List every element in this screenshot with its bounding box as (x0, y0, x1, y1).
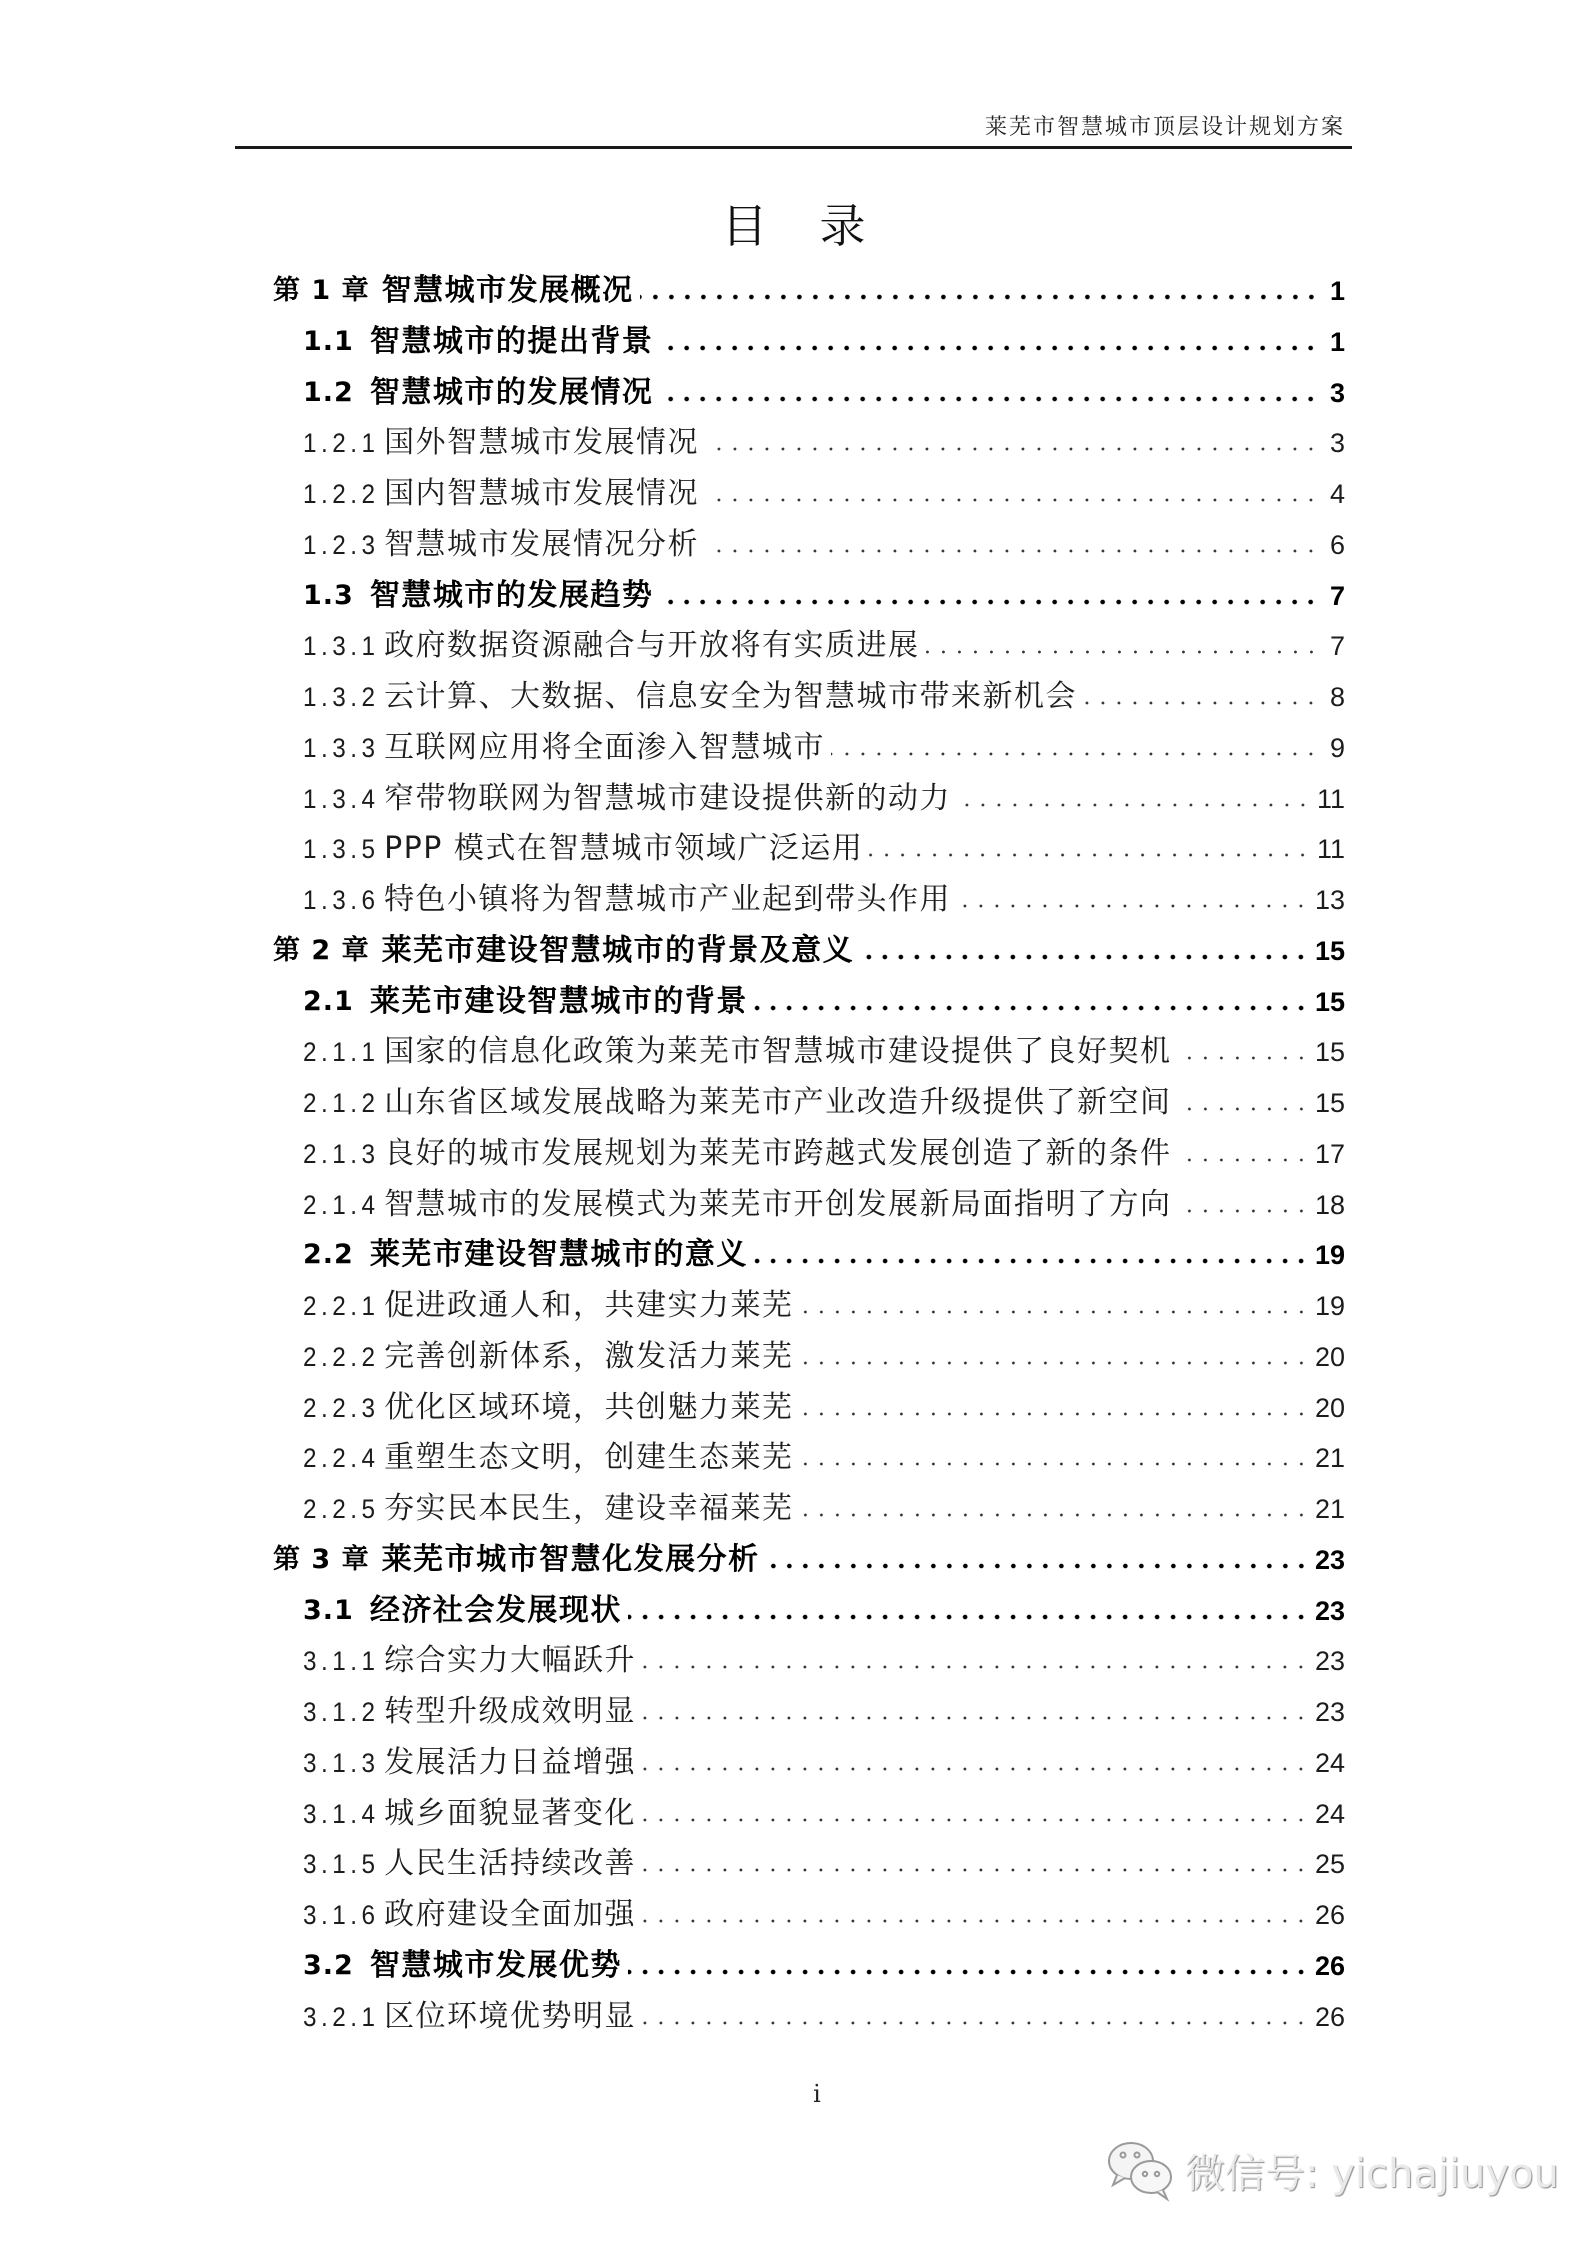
toc-entry-number: 1.3.6 (303, 885, 380, 915)
toc-entry-label: 莱芜市城市智慧化发展分析 (381, 1542, 760, 1577)
toc-entry-label: 国外智慧城市发展情况 (384, 425, 700, 460)
dot-leader (1178, 1055, 1309, 1061)
toc-entry-level-3[interactable] (303, 1783, 1345, 1833)
toc-entry-label: 国家的信息化政策为莱芜市智慧城市建设提供了良好契机 (384, 1034, 1172, 1069)
toc-entry-number: 2.2 (303, 1239, 354, 1270)
dot-leader (642, 1817, 1309, 1823)
dot-leader (659, 345, 1319, 351)
toc-entry-page: 11 (1316, 784, 1345, 814)
dot-leader (754, 1005, 1309, 1011)
toc-entry-label: 夯实民本民生，建设幸福莱芜 (384, 1491, 794, 1526)
toc-entry-level-3[interactable] (303, 1681, 1345, 1731)
toc-entry-number: 1.1 (303, 326, 354, 357)
toc-entry-number: 3.2.1 (303, 2002, 380, 2032)
toc-entry-page: 1 (1329, 327, 1345, 357)
toc-entry-page: 24 (1314, 1799, 1345, 1829)
toc-entry-page: 8 (1329, 682, 1345, 712)
toc-entry-label: 智慧城市的发展趋势 (369, 578, 654, 613)
toc-entry-number: 1.3.2 (303, 682, 380, 712)
toc-entry-page: 20 (1314, 1342, 1345, 1372)
toc-entry-number: 2.2.3 (303, 1393, 380, 1423)
toc-entry-page: 4 (1329, 479, 1345, 509)
toc-entry-number: 2.2.2 (303, 1342, 380, 1372)
toc-entry-level-3[interactable] (303, 1275, 1345, 1325)
toc-entry-label: 综合实力大幅跃升 (384, 1643, 637, 1678)
page-number: i (813, 2080, 821, 2108)
toc-entry-level-1[interactable] (273, 920, 1345, 970)
toc-entry-number: 第 1 章 (273, 275, 370, 306)
toc-entry-label: 促进政通人和，共建实力莱芜 (384, 1288, 794, 1323)
toc-entry-page: 19 (1314, 1240, 1345, 1270)
toc-entry-level-2[interactable] (303, 362, 1345, 412)
toc-entry-level-3[interactable] (303, 869, 1345, 919)
toc-entry-level-3[interactable] (303, 1377, 1345, 1427)
dot-leader (705, 446, 1319, 452)
toc-entry-label: 智慧城市发展概况 (381, 273, 634, 308)
toc-entry-label: 优化区域环境，共创魅力莱芜 (384, 1390, 794, 1425)
toc-entry-page: 26 (1314, 2002, 1345, 2032)
toc-entry-page: 7 (1329, 631, 1345, 661)
toc-entry-number: 2.1.2 (303, 1088, 380, 1118)
toc-entry-number: 1.2.2 (303, 479, 380, 509)
dot-leader (957, 903, 1309, 909)
toc-entry-page: 26 (1314, 1951, 1345, 1981)
toc-entry-number: 2.2.5 (303, 1494, 380, 1524)
toc-entry-label: 云计算、大数据、信息安全为智慧城市带来新机会 (384, 679, 1078, 714)
toc-entry-page: 7 (1329, 581, 1345, 611)
toc-entry-level-2[interactable] (303, 1935, 1345, 1985)
toc-entry-number: 1.3.1 (303, 631, 380, 661)
toc-entry-number: 1.2.1 (303, 428, 380, 458)
toc-entry-number: 3.1.3 (303, 1748, 380, 1778)
toc-entry-level-3[interactable] (303, 818, 1345, 868)
toc-entry-label: 智慧城市发展优势 (369, 1948, 622, 1983)
toc-entry-number: 2.2.4 (303, 1443, 380, 1473)
toc-entry-level-2[interactable] (303, 311, 1345, 361)
toc-entry-page: 18 (1314, 1190, 1345, 1220)
toc-entry-label: 国内智慧城市发展情况 (384, 476, 700, 511)
toc-entry-number: 3.1.1 (303, 1646, 380, 1676)
toc-entry-level-3[interactable] (303, 412, 1345, 462)
dot-leader (659, 396, 1319, 402)
toc-entry-page: 21 (1314, 1443, 1345, 1473)
dot-leader (800, 1411, 1309, 1417)
dot-leader (766, 1563, 1309, 1569)
dot-leader (705, 497, 1319, 503)
toc-entry-number: 3.1.2 (303, 1697, 380, 1727)
toc-entry-label: 发展活力日益增强 (384, 1745, 637, 1780)
toc-entry-page: 23 (1314, 1545, 1345, 1575)
toc-entry-level-3[interactable] (303, 1326, 1345, 1376)
toc-entry-number: 1.3 (303, 580, 354, 611)
dot-leader (628, 1969, 1309, 1975)
toc-entry-number: 2.1.1 (303, 1037, 380, 1067)
toc-entry-label: PPP 模式在智慧城市领域广泛运用 (384, 831, 864, 866)
toc-entry-page: 9 (1329, 733, 1345, 763)
toc-entry-level-2[interactable] (303, 1224, 1345, 1274)
toc-entry-label: 智慧城市的提出背景 (369, 324, 654, 359)
toc-entry-page: 13 (1314, 885, 1345, 915)
toc-entry-label: 人民生活持续改善 (384, 1846, 637, 1881)
dot-leader (628, 1614, 1309, 1620)
toc-entry-label: 互联网应用将全面渗入智慧城市 (384, 730, 826, 765)
toc-entry-page: 17 (1314, 1139, 1345, 1169)
toc-entry-number: 1.3.3 (303, 733, 380, 763)
dot-leader (926, 649, 1319, 655)
toc-entry-level-3[interactable] (303, 1174, 1345, 1224)
dot-leader (800, 1309, 1309, 1315)
toc-entry-label: 转型升级成效明显 (384, 1694, 637, 1729)
toc-entry-label: 智慧城市的发展情况 (369, 375, 654, 410)
toc-entry-page: 25 (1314, 1849, 1345, 1879)
toc-entry-page: 21 (1314, 1494, 1345, 1524)
toc-entry-page: 24 (1314, 1748, 1345, 1778)
dot-leader (1178, 1106, 1309, 1112)
toc-entry-level-3[interactable] (303, 1833, 1345, 1883)
toc-entry-number: 1.3.4 (303, 784, 380, 814)
toc-entry-number: 3.1 (303, 1595, 354, 1626)
toc-entry-label: 政府数据资源融合与开放将有实质进展 (384, 628, 920, 663)
toc-entry-number: 3.1.4 (303, 1799, 380, 1829)
toc-entry-page: 11 (1316, 834, 1345, 864)
toc-entry-label: 莱芜市建设智慧城市的意义 (369, 1237, 748, 1272)
toc-entry-level-3[interactable] (303, 1478, 1345, 1528)
dot-leader (642, 1715, 1309, 1721)
dot-leader (642, 1867, 1309, 1873)
toc-entry-level-2[interactable] (303, 971, 1345, 1021)
toc-entry-page: 15 (1314, 987, 1345, 1017)
dot-leader (754, 1258, 1309, 1264)
toc-entry-level-3[interactable] (303, 717, 1345, 767)
toc-entry-label: 山东省区域发展战略为莱芜市产业改造升级提供了新空间 (384, 1085, 1172, 1120)
toc-entry-page: 15 (1314, 1088, 1345, 1118)
toc-entry-label: 特色小镇将为智慧城市产业起到带头作用 (384, 882, 952, 917)
dot-leader (640, 294, 1319, 300)
toc-entry-label: 经济社会发展现状 (369, 1593, 622, 1628)
dot-leader (1178, 1208, 1309, 1214)
toc-entry-label: 完善创新体系，激发活力莱芜 (384, 1339, 794, 1374)
toc-entry-level-3[interactable] (303, 1123, 1345, 1173)
toc-entry-number: 1.2 (303, 377, 354, 408)
toc-entry-page: 3 (1329, 428, 1345, 458)
toc-entry-number: 2.1 (303, 986, 354, 1017)
toc-entry-page: 23 (1314, 1596, 1345, 1626)
toc-entry-number: 1.2.3 (303, 530, 380, 560)
dot-leader (869, 852, 1311, 858)
toc-entry-page: 15 (1314, 936, 1345, 966)
toc-entry-label: 智慧城市的发展模式为莱芜市开创发展新局面指明了方向 (384, 1187, 1172, 1222)
toc-entry-level-3[interactable] (303, 463, 1345, 513)
running-header-title: 莱芜市智慧城市顶层设计规划方案 (984, 115, 1345, 140)
toc-entry-level-3[interactable] (303, 1630, 1345, 1680)
toc-entry-number: 1.3.5 (303, 834, 380, 864)
toc-entry-level-3[interactable] (303, 1427, 1345, 1477)
dot-leader (800, 1461, 1309, 1467)
dot-leader (957, 802, 1311, 808)
toc-entry-page: 3 (1329, 378, 1345, 408)
toc-entry-level-3[interactable] (303, 1986, 1345, 2036)
toc-entry-number: 2.2.1 (303, 1291, 380, 1321)
dot-leader (860, 954, 1309, 960)
toc-entry-level-3[interactable] (303, 1732, 1345, 1782)
toc-entry-page: 23 (1314, 1646, 1345, 1676)
dot-leader (642, 1766, 1309, 1772)
toc-entry-level-3[interactable] (303, 1021, 1345, 1071)
toc-entry-label: 政府建设全面加强 (384, 1897, 637, 1932)
dot-leader (642, 1664, 1309, 1670)
toc-entry-number: 2.1.4 (303, 1190, 380, 1220)
toc-entry-label: 窄带物联网为智慧城市建设提供新的动力 (384, 781, 952, 816)
toc-entry-number: 3.1.6 (303, 1900, 380, 1930)
dot-leader (1083, 700, 1319, 706)
toc-entry-level-3[interactable] (303, 1884, 1345, 1934)
toc-entry-page: 23 (1314, 1697, 1345, 1727)
toc-entry-page: 15 (1314, 1037, 1345, 1067)
toc-entry-page: 1 (1329, 276, 1345, 306)
toc-entry-level-2[interactable] (303, 565, 1345, 615)
toc-entry-label: 重塑生态文明，创建生态莱芜 (384, 1440, 794, 1475)
dot-leader (642, 1918, 1309, 1924)
toc-entry-number: 3.2 (303, 1950, 354, 1981)
toc-entry-level-2[interactable] (303, 1580, 1345, 1630)
watermark (1105, 2135, 1559, 2205)
toc-entry-label: 莱芜市建设智慧城市的背景 (369, 984, 748, 1019)
toc-entry-label: 智慧城市发展情况分析 (384, 527, 700, 562)
toc-entry-level-3[interactable] (303, 768, 1345, 818)
dot-leader (659, 599, 1319, 605)
toc-entry-page: 26 (1314, 1900, 1345, 1930)
wechat-icon (1105, 2137, 1177, 2203)
toc-entry-label: 良好的城市发展规划为莱芜市跨越式发展创造了新的条件 (384, 1136, 1172, 1171)
toc-entry-number: 2.1.3 (303, 1139, 380, 1169)
toc-entry-level-1[interactable] (273, 260, 1345, 310)
dot-leader (1178, 1157, 1309, 1163)
watermark-text: 微信号: yichajiuyou (1185, 2150, 1559, 2197)
toc-entry-level-1[interactable] (273, 1529, 1345, 1579)
toc-entry-label: 莱芜市建设智慧城市的背景及意义 (381, 933, 855, 968)
toc-entry-number: 3.1.5 (303, 1849, 380, 1879)
toc-entry-level-3[interactable] (303, 1072, 1345, 1122)
toc-entry-page: 19 (1314, 1291, 1345, 1321)
toc-entry-page: 20 (1314, 1393, 1345, 1423)
dot-leader (705, 548, 1319, 554)
toc-entry-number: 第 2 章 (273, 935, 370, 966)
header-rule (235, 146, 1352, 149)
toc-entry-number: 第 3 章 (273, 1544, 370, 1575)
toc-entry-page: 6 (1329, 530, 1345, 560)
dot-leader (800, 1360, 1309, 1366)
toc-entry-label: 区位环境优势明显 (384, 1999, 637, 2034)
toc-entry-level-3[interactable] (303, 666, 1345, 716)
toc-entry-label: 城乡面貌显著变化 (384, 1796, 637, 1831)
dot-leader (800, 1512, 1309, 1518)
toc-title: 目录 (721, 199, 918, 253)
dot-leader (642, 2020, 1309, 2026)
toc-entry-level-3[interactable] (303, 615, 1345, 665)
dot-leader (831, 751, 1319, 757)
toc-entry-level-3[interactable] (303, 514, 1345, 564)
